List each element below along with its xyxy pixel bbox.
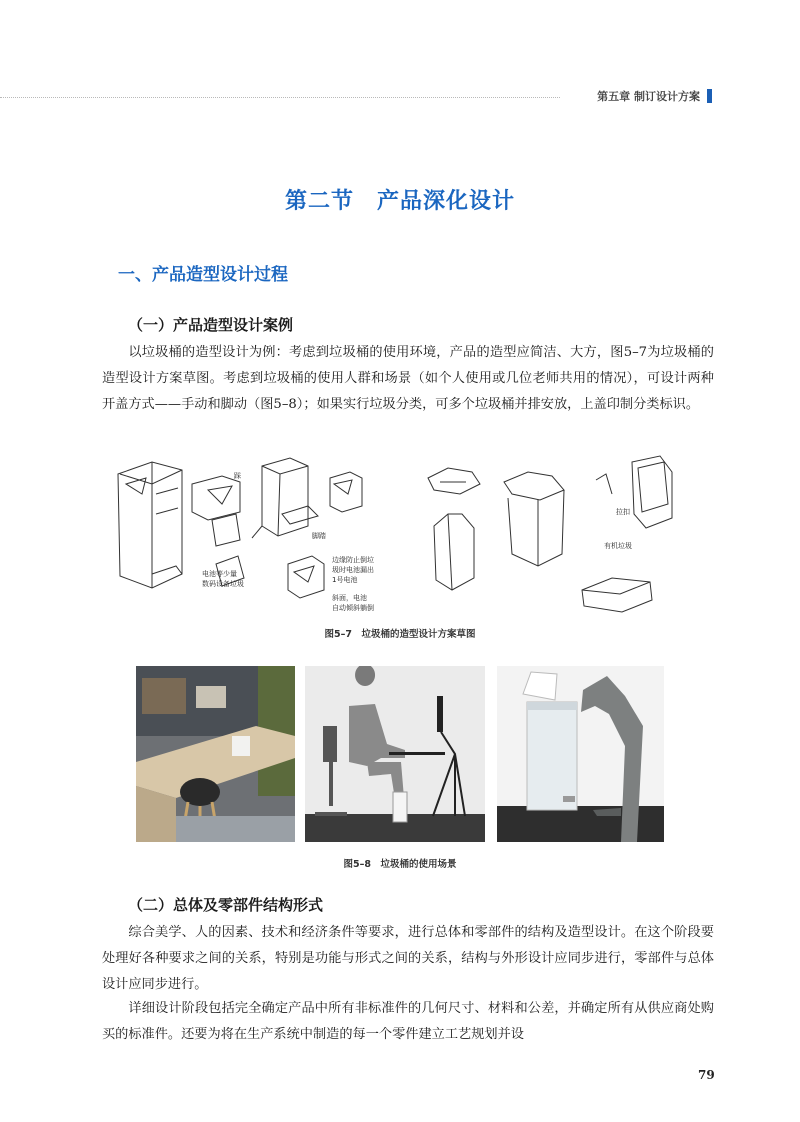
sketch-hex-bin [504,472,564,566]
figure2-caption: 图5–8 垃圾桶的使用场景 [343,859,457,870]
photo-office-desk [136,666,295,842]
chapter-label: 第五章 制订设计方案 [597,90,700,103]
annotation-a8: 斜面，电池 [332,594,367,602]
sketch-tall-bin [118,462,182,588]
photo-pedal-bin [497,666,664,842]
sketch-pedal-bin [252,458,318,538]
annotation-a4: 数码设备垃圾 [202,580,244,588]
annotation-a9: 自动倾斜躺倒 [332,604,374,612]
header-dotted-rule [0,97,560,98]
paragraph-case: 以垃圾桶的造型设计为例：考虑到垃圾桶的使用环境，产品的造型应简洁、大方，图5–7为垃圾桶的造型设计方案草图。考虑到垃圾桶的使用人群和场景（如个人使用或几位老师共用的情况），可设计两种开盖方式——手动和脚动（图5–8）；如果实行垃圾分类，可多个垃圾桶并排安放，上盖印制分类标识。 [102,345,714,412]
paragraph-detail: 详细设计阶段包括完全确定产品中所有非标准件的几何尺寸、材料和公差，并确定所有从供应商处购买的标准件。还要为将在生产系统中制造的每一个零件建立工艺规划并设 [102,1001,714,1042]
annotation-a2: 脚踏 [312,532,326,540]
heading-sub2: （二）总体及零部件结构形式 [128,896,324,914]
photo-seated-user [305,666,485,842]
section-title: 第二节 产品深化设计 [284,189,515,214]
annotation-a11: 有机垃圾 [604,542,632,550]
annotation-a5: 边缘防止倒垃 [332,556,374,564]
page-number: 79 [698,1068,715,1082]
annotation-a10: 拉扣 [616,508,630,516]
annotation-a6: 圾时电池漏出 [332,566,374,574]
sketch-pull-bin [582,456,672,612]
heading-sub1: （一）产品造型设计案例 [128,316,294,334]
annotation-a7: 1号电池 [332,576,358,584]
annotation-a1: 踩 [234,472,241,480]
annotation-a3: 电池等少量 [202,570,237,578]
header-accent-bar [707,89,712,103]
figure-sketches [112,454,692,616]
paragraph-structure: 综合美学、人的因素、技术和经济条件等要求，进行总体和零部件的结构及造型设计。在这个阶段要处理好各种要求之间的关系，特别是功能与形式之间的关系，结构与外形设计应同步进行，零部件与总体设计应同步进行。 [102,925,714,992]
running-header [0,88,800,104]
heading-level1: 一、产品造型设计过程 [118,265,288,285]
figure1-caption: 图5–7 垃圾桶的造型设计方案草图 [324,629,476,640]
sketch-hex-lid [428,468,480,590]
